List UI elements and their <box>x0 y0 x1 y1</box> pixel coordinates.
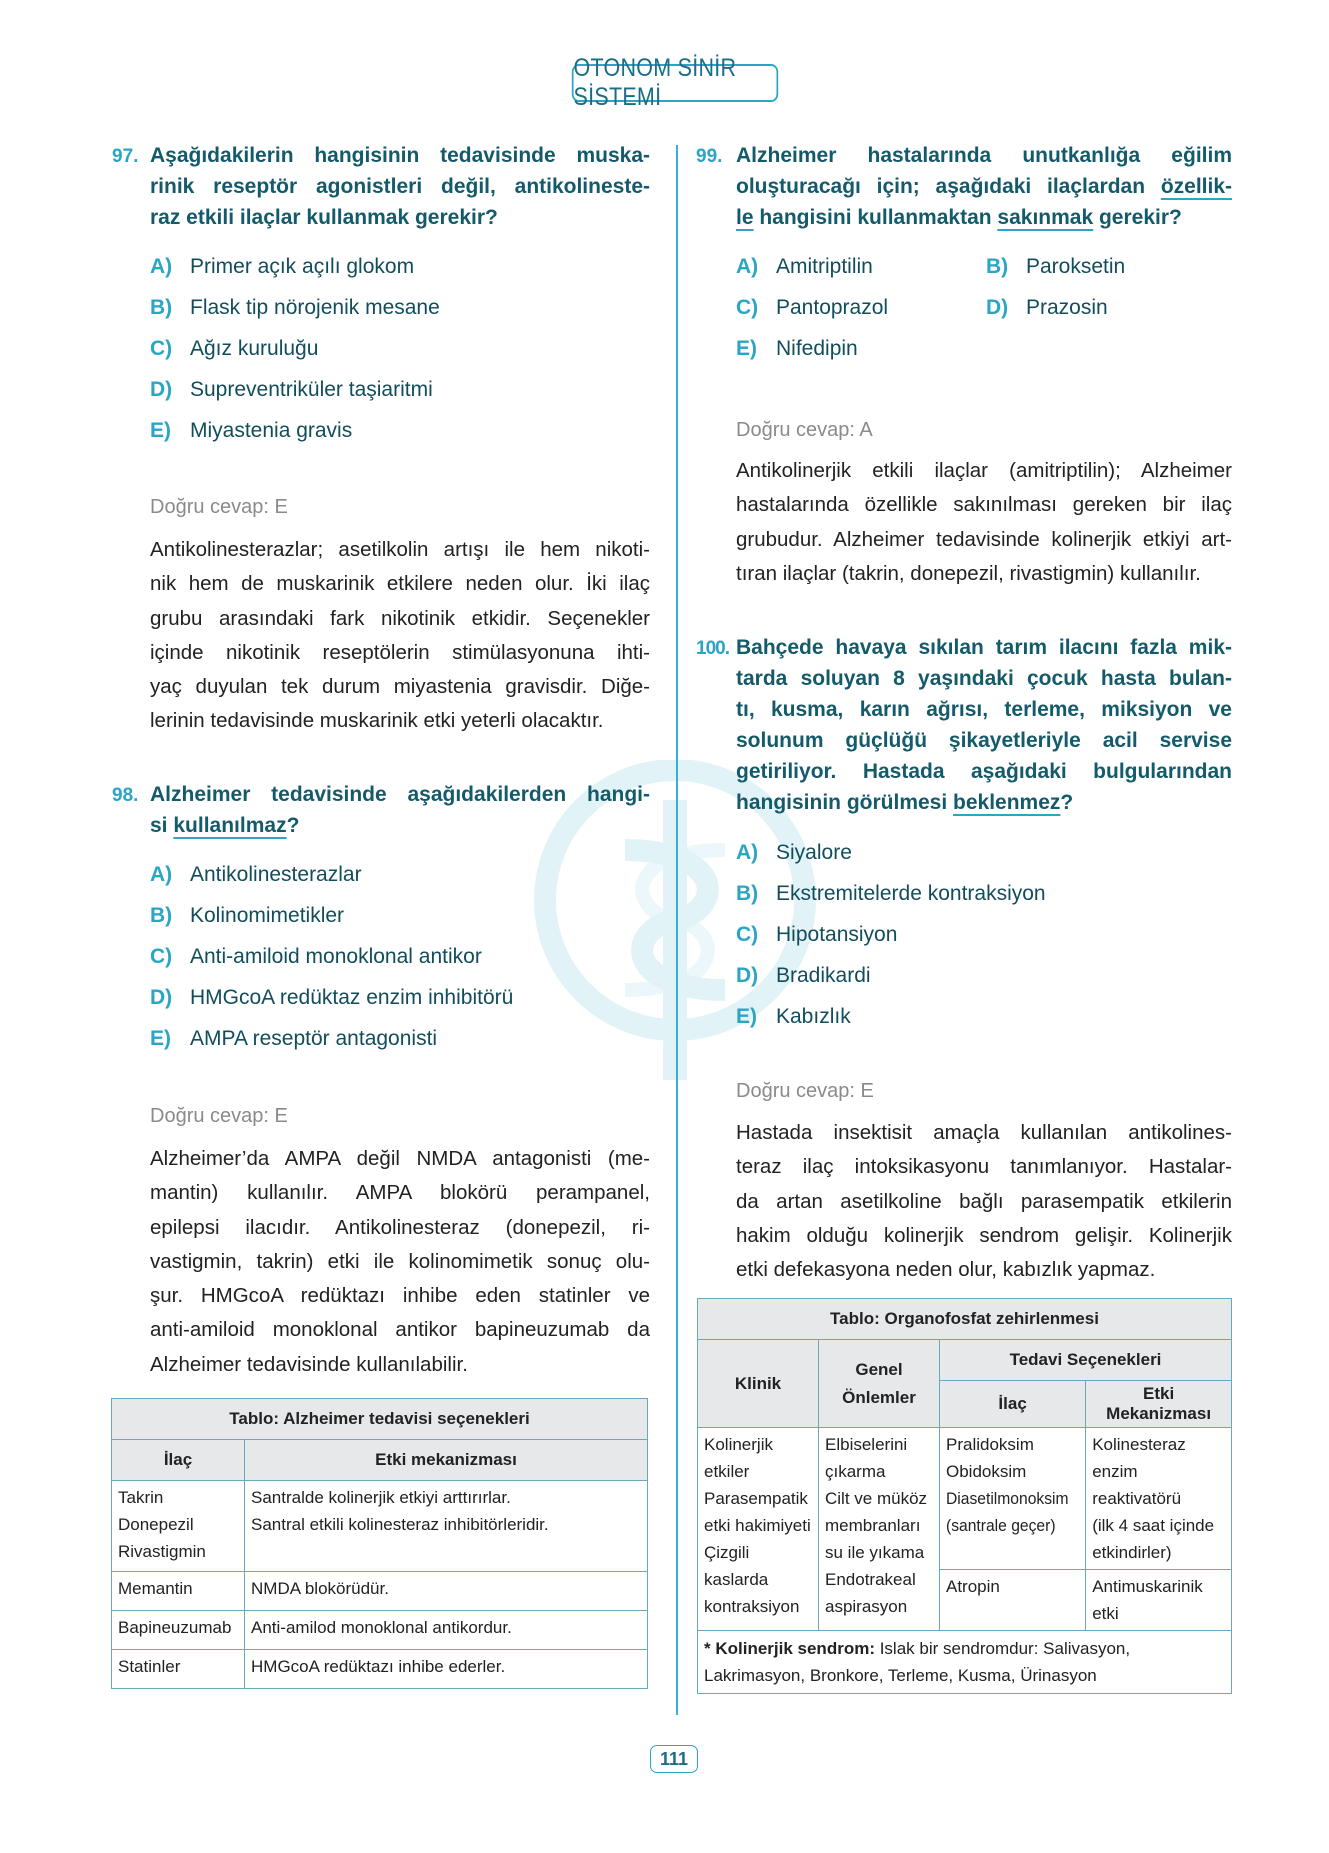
table-title: Tablo: Organofosfat zehirlenmesi <box>698 1299 1232 1340</box>
option-d[interactable] <box>986 287 1108 328</box>
option-letter: A) <box>150 863 173 886</box>
option-text: Kolinomimetikler <box>190 904 345 927</box>
table-cell-drug: Memantin <box>112 1572 245 1611</box>
option-b[interactable] <box>150 895 650 936</box>
note-line <box>704 1635 1225 1662</box>
option-letter: D) <box>736 964 759 987</box>
option-a[interactable] <box>150 246 650 287</box>
explanation-line: hakim olduğu kolinerjik sendrom gelişir. Kolinerjik <box>736 1223 1232 1247</box>
option-text: Anti-amiloid monoklonal antikor <box>190 945 482 968</box>
explanation-line: vastigmin, takrin) etki ile kolinomimetik sonuç olu- <box>150 1249 650 1273</box>
option-text: Amitriptilin <box>776 255 873 278</box>
table-cell-mechanism: NMDA blokörüdür. <box>245 1572 648 1611</box>
question-line: rinik reseptör agonistleri değil, antikolineste- <box>150 175 650 198</box>
option-letter: A) <box>736 841 759 864</box>
cell-line: Pralidoksim <box>946 1435 1034 1454</box>
cell-line: membranları <box>825 1516 921 1535</box>
header-line: Genel <box>855 1359 903 1379</box>
explanation-line: tıran ilaçlar (takrin, donepezil, rivastigmin) kullanılır. <box>736 561 1201 585</box>
option-c[interactable] <box>150 328 650 369</box>
explanation-line: Alzheimer’da AMPA değil NMDA antagonisti (me- <box>150 1147 650 1170</box>
answer-98: Doğru cevap: E <box>150 1105 288 1127</box>
option-c[interactable] <box>150 936 650 977</box>
explanation-line: hastalarında özellikle sakınılması gereken bir ilaç <box>736 493 1232 517</box>
question-99-options <box>736 246 1236 371</box>
option-letter: C) <box>150 945 173 968</box>
explanation-line: nik hem de muskarinik etkilere neden olur. İki ilaç <box>150 572 650 596</box>
option-text: Primer açık açılı glokom <box>190 255 415 278</box>
option-text: Paroksetin <box>1026 255 1126 278</box>
question-line <box>736 202 1232 233</box>
option-letter: E) <box>736 1005 757 1028</box>
header-line: Önlemler <box>842 1387 916 1407</box>
cell-line: Kolinerjik <box>704 1435 773 1454</box>
table-header-genel <box>819 1340 940 1428</box>
option-text: Nifedipin <box>776 337 858 360</box>
table-row <box>112 1481 648 1572</box>
cell-line: su ile yıkama <box>825 1543 925 1562</box>
cell-line: Donepezil <box>118 1515 194 1534</box>
question-100-text <box>736 632 1232 818</box>
question-text: hangisinin görülmesi <box>736 791 954 814</box>
explanation-line: grubudur. Alzheimer tedavisinde kolinerjik etkiyi art- <box>736 527 1232 551</box>
option-c[interactable] <box>736 914 1236 955</box>
explanation-line: içinde nikotinik reseptölerin stimülasyonuna ihti- <box>150 640 650 664</box>
table-cell-ilac <box>940 1428 1086 1570</box>
answer-100: Doğru cevap: E <box>736 1080 874 1102</box>
answer-99: Doğru cevap: A <box>736 419 873 441</box>
option-letter: D) <box>986 296 1009 319</box>
option-letter: B) <box>736 882 759 905</box>
explanation-line: epilepsi ilacıdır. Antikolinesteraz (donepezil, ri- <box>150 1215 650 1239</box>
cell-line: etki hakimiyeti <box>704 1516 811 1535</box>
question-text: oluşturacağı için; aşağıdaki ilaçlardan <box>736 175 1161 198</box>
option-text: Supreventriküler taşiaritmi <box>190 378 433 401</box>
option-text: Kabızlık <box>776 1005 851 1028</box>
question-98-text <box>150 779 650 841</box>
explanation-99 <box>736 454 1232 591</box>
option-a[interactable] <box>736 246 873 287</box>
question-line: Alzheimer hastalarında unutkanlığa eğilim <box>736 144 1232 167</box>
explanation-line: Antikolinerjik etkili ilaçlar (amitriptilin); Alzheimer <box>736 459 1232 482</box>
cell-line: etkiler <box>704 1462 750 1481</box>
option-letter: D) <box>150 378 173 401</box>
question-number-100: 100. <box>696 638 729 659</box>
question-98-options <box>150 854 650 1059</box>
table-cell-etki <box>1086 1570 1232 1631</box>
option-letter: B) <box>150 904 173 927</box>
cell-line: Elbiselerini <box>825 1435 908 1454</box>
note-label: * Kolinerjik sendrom: <box>704 1639 875 1658</box>
question-line: raz etkili ilaçlar kullanmak gerekir? <box>150 206 498 229</box>
question-text: gerekir? <box>1093 206 1182 229</box>
table-row <box>112 1611 648 1650</box>
question-97-text <box>150 140 650 233</box>
option-text: HMGcoA redüktaz enzim inhibitörü <box>190 986 514 1009</box>
table-row <box>112 1572 648 1611</box>
cell-line: Atropin <box>946 1577 1000 1596</box>
explanation-100 <box>736 1116 1232 1287</box>
organophosphate-poisoning-table <box>697 1298 1232 1694</box>
table-title: Tablo: Alzheimer tedavisi seçenekleri <box>112 1399 648 1440</box>
option-d[interactable] <box>150 369 650 410</box>
table-cell-mechanism: Anti-amilod monoklonal antikordur. <box>245 1611 648 1650</box>
explanation-line: Antikolinesterazlar; asetilkolin artışı ile hem nikoti- <box>150 538 650 561</box>
table-header-tedavi: Tedavi Seçenekleri <box>940 1340 1232 1381</box>
emphasized-word: le <box>736 206 754 229</box>
option-letter: E) <box>736 337 757 360</box>
option-e[interactable] <box>150 410 650 451</box>
explanation-line: Hastada insektisit amaçla kullanılan antikolines- <box>736 1121 1232 1144</box>
question-line: tı, kusma, karın ağrısı, terleme, miksiyon ve <box>736 698 1232 721</box>
explanation-line: şur. HMGcoA redüktazı inhibe eden statinler ve <box>150 1284 650 1308</box>
option-text: Ekstremitelerde kontraksiyon <box>776 882 1046 905</box>
question-mark: ? <box>286 814 300 837</box>
table-cell-mechanism: HMGcoA redüktazı inhibe ederler. <box>245 1650 648 1689</box>
cell-line: Cilt ve müköz <box>825 1489 928 1508</box>
option-text: Hipotansiyon <box>776 923 898 946</box>
explanation-line: lerinin tedavisinde muskarinik etki yeterli olacaktır. <box>150 709 604 733</box>
option-text: AMPA reseptör antagonisti <box>190 1027 438 1050</box>
table-cell-drug: Statinler <box>112 1650 245 1689</box>
question-line: Alzheimer tedavisinde aşağıdakilerden hangi- <box>150 783 650 806</box>
explanation-line: anti-amiloid monoklonal antikor bapineuzumab da <box>150 1318 650 1342</box>
cell-line: Santral etkili kolinesteraz inhibitörleridir. <box>251 1515 549 1534</box>
question-99-text <box>736 140 1232 233</box>
cell-line: kontraksiyon <box>704 1597 800 1616</box>
option-e[interactable] <box>150 1018 650 1059</box>
cell-line: Çizgili <box>704 1543 750 1562</box>
cell-line: (santrale geçer) <box>946 1516 1056 1535</box>
cell-line: çıkarma <box>825 1462 886 1481</box>
option-letter: E) <box>150 419 171 442</box>
question-line: Aşağıdakilerin hangisinin tedavisinde muska- <box>150 144 650 167</box>
answer-97: Doğru cevap: E <box>150 496 288 518</box>
cell-line: Kolinesteraz <box>1092 1435 1186 1454</box>
option-letter: E) <box>150 1027 171 1050</box>
question-line: solunum güçlüğü şikayetleriyle acil servise <box>736 729 1232 752</box>
option-text: Bradikardi <box>776 964 871 987</box>
emphasized-word: beklenmez <box>953 791 1061 814</box>
table-cell-ilac <box>940 1570 1086 1631</box>
alzheimer-treatment-table <box>111 1398 648 1689</box>
explanation-97 <box>150 533 650 739</box>
cell-line: kaslarda <box>704 1570 769 1589</box>
emphasized-word: sakınmak <box>997 206 1094 229</box>
question-text: si <box>150 814 174 837</box>
section-header: OTONOM SİNİR SİSTEMİ <box>572 64 778 102</box>
option-letter: B) <box>986 255 1009 278</box>
option-c[interactable] <box>736 287 888 328</box>
option-letter: D) <box>150 986 173 1009</box>
explanation-line: teraz ilaç intoksikasyonu tanımlanıyor. Hastalar- <box>736 1155 1232 1179</box>
option-b[interactable] <box>736 873 1236 914</box>
option-a[interactable] <box>150 854 650 895</box>
cell-line: Diasetilmonoksim <box>946 1489 1069 1508</box>
cell-line: Santralde kolinerjik etkiyi arttırırlar. <box>251 1488 511 1507</box>
question-line <box>736 171 1232 202</box>
explanation-line: etki defekasyona neden olur, kabızlık yapmaz. <box>736 1258 1156 1282</box>
cell-line: Takrin <box>118 1488 164 1507</box>
table-row <box>698 1428 1232 1570</box>
table-cell-mechanism <box>245 1481 648 1572</box>
question-line <box>736 787 1232 818</box>
option-letter: A) <box>150 255 173 278</box>
table-row <box>112 1650 648 1689</box>
question-line: getiriliyor. Hastada aşağıdaki bulgularından <box>736 760 1232 783</box>
option-text: Prazosin <box>1026 296 1108 319</box>
option-letter: C) <box>150 337 173 360</box>
cell-line: enzim reaktivatörü <box>1092 1462 1182 1508</box>
table-header-etki: Etki Mekanizması <box>1086 1381 1232 1428</box>
explanation-line: da artan asetilkoline bağlı parasempatik etkilerin <box>736 1189 1232 1213</box>
question-number-98: 98. <box>112 785 139 806</box>
explanation-line: yaç duyulan tek durum miyastenia gravisdir. Diğe- <box>150 675 650 699</box>
page-number: 111 <box>650 1745 698 1773</box>
option-b[interactable] <box>150 287 650 328</box>
cell-line: Obidoksim <box>946 1462 1027 1481</box>
table-cell-klinik <box>698 1428 819 1631</box>
option-text: Antikolinesterazlar <box>190 863 362 886</box>
table-cell-genel <box>819 1428 940 1631</box>
option-text: Pantoprazol <box>776 296 889 319</box>
cell-line: etkindirler) <box>1092 1543 1172 1562</box>
table-header-drug: İlaç <box>112 1440 245 1481</box>
question-97-options <box>150 246 650 451</box>
cell-line: etki <box>1092 1604 1119 1623</box>
question-number-99: 99. <box>696 146 723 167</box>
explanation-98 <box>150 1142 650 1382</box>
table-cell-etki <box>1086 1428 1232 1570</box>
note-text: Islak bir sendromdur: Salivasyon, <box>874 1639 1131 1658</box>
cell-line: aspirasyon <box>825 1597 908 1616</box>
option-e[interactable] <box>736 996 1236 1037</box>
note-line: Lakrimasyon, Bronkore, Terleme, Kusma, Ürinasyon <box>704 1666 1097 1685</box>
table-header-mechanism: Etki mekanizması <box>245 1440 648 1481</box>
explanation-line: Alzheimer tedavisinde kullanılabilir. <box>150 1352 468 1376</box>
option-b[interactable] <box>986 246 1125 287</box>
table-note-row <box>698 1631 1232 1694</box>
table-note <box>698 1631 1232 1694</box>
cell-line: Parasempatik <box>704 1489 808 1508</box>
cell-line: Rivastigmin <box>118 1542 206 1561</box>
cell-line: Endotrakeal <box>825 1570 916 1589</box>
question-line <box>150 810 650 841</box>
cell-line: (ilk 4 saat içinde <box>1092 1516 1215 1535</box>
emphasized-word: özellik- <box>1160 175 1232 198</box>
emphasized-word: kullanılmaz <box>173 814 287 837</box>
option-letter: C) <box>736 923 759 946</box>
option-d[interactable] <box>736 955 1236 996</box>
option-letter: C) <box>736 296 759 319</box>
option-text: Flask tip nörojenik mesane <box>190 296 440 319</box>
option-letter: A) <box>736 255 759 278</box>
option-text: Miyastenia gravis <box>190 419 353 442</box>
option-text: Ağız kuruluğu <box>190 337 319 360</box>
cell-line: Antimuskarinik <box>1092 1577 1203 1596</box>
explanation-line: mantin) kullanılır. AMPA blokörü perampanel, <box>150 1181 650 1205</box>
option-letter: B) <box>150 296 173 319</box>
table-cell-drug: Bapineuzumab <box>112 1611 245 1650</box>
option-e[interactable] <box>736 328 858 369</box>
table-cell-drug <box>112 1481 245 1572</box>
question-mark: ? <box>1060 791 1074 814</box>
option-text: Siyalore <box>776 841 852 864</box>
question-line: tarda soluyan 8 yaşındaki çocuk hasta bulan- <box>736 667 1232 690</box>
question-number-97: 97. <box>112 146 139 167</box>
option-a[interactable] <box>736 832 1236 873</box>
table-header-klinik: Klinik <box>698 1340 819 1428</box>
question-text: hangisini kullanmaktan <box>753 206 998 229</box>
question-line: Bahçede havaya sıkılan tarım ilacını fazla mik- <box>736 636 1232 659</box>
option-d[interactable] <box>150 977 650 1018</box>
table-header-ilac: İlaç <box>940 1381 1086 1428</box>
explanation-line: grubu arasındaki fark nikotinik etkidir. Seçenekler <box>150 606 650 630</box>
question-100-options <box>736 832 1236 1037</box>
